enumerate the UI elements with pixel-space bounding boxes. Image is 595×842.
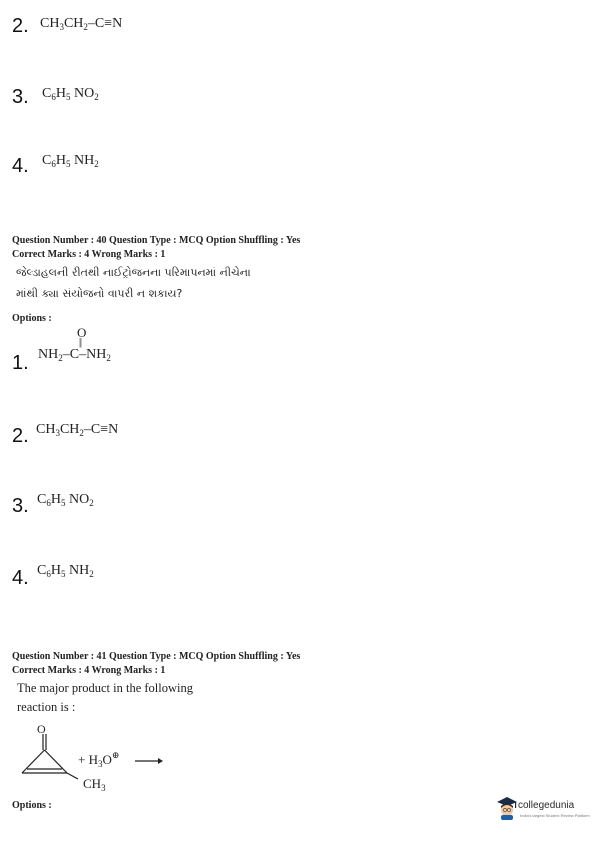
option-formula: $C_6H_5$ $NO_2$ (37, 492, 94, 508)
question-meta: Question Number : 41 Question Type : MCQ Option Shuffling : Yes (12, 651, 301, 662)
carbonyl-oxygen: O (77, 325, 87, 340)
methyl-substituent: $CH_3$ (83, 776, 106, 793)
option-number: 2. (12, 425, 29, 447)
options-label: Options : (12, 313, 52, 324)
question-text: માંથી ક્યા સંયોજનો વાપરી ન શકાય? (16, 287, 183, 300)
option-formula: $C_6H_5$ $NH_2$ (37, 563, 94, 579)
question-meta: Question Number : 40 Question Type : MCQ Option Shuffling : Yes (12, 235, 301, 246)
carbonyl-oxygen: O (37, 722, 46, 736)
option-formula: $C_6H_5$ $NH_2$ (42, 153, 99, 169)
reaction-arrow-icon (134, 756, 164, 766)
collegedunia-logo (496, 796, 590, 822)
option-number: 4. (12, 567, 29, 589)
cyclopropenone-structure-icon (16, 722, 86, 782)
option-formula: $CH_3CH_2-C\equiv N$ (36, 422, 119, 438)
reagent: + $H_3O^\oplus$ (78, 750, 120, 769)
option-formula: $CH_3CH_2-C\equiv N$ (40, 16, 123, 32)
options-label: Options : (12, 800, 52, 811)
brand-name: collegedunia (518, 800, 575, 811)
option-number: 1. (12, 352, 29, 374)
option-number: 3. (12, 495, 29, 517)
option-number: 2. (12, 15, 29, 37)
double-bond: || (79, 337, 82, 348)
question-text: reaction is : (17, 700, 76, 714)
question-text: જેલ્ડાહલની રીતથી નાઈટ્રોજનના પરિમાપનમાં નીચેના (16, 266, 251, 279)
option-number: 4. (12, 155, 29, 177)
question-marks: Correct Marks : 4 Wrong Marks : 1 (12, 665, 166, 676)
brand-tagline: India's largest Student Review Platform (520, 813, 590, 818)
option-formula: $C_6H_5$ $NO_2$ (42, 86, 99, 102)
graduate-avatar-icon (496, 796, 518, 820)
option-formula: $NH_2-C-NH_2$ (38, 347, 111, 363)
question-text: The major product in the following (17, 681, 194, 695)
question-marks: Correct Marks : 4 Wrong Marks : 1 (12, 249, 166, 260)
option-number: 3. (12, 86, 29, 108)
